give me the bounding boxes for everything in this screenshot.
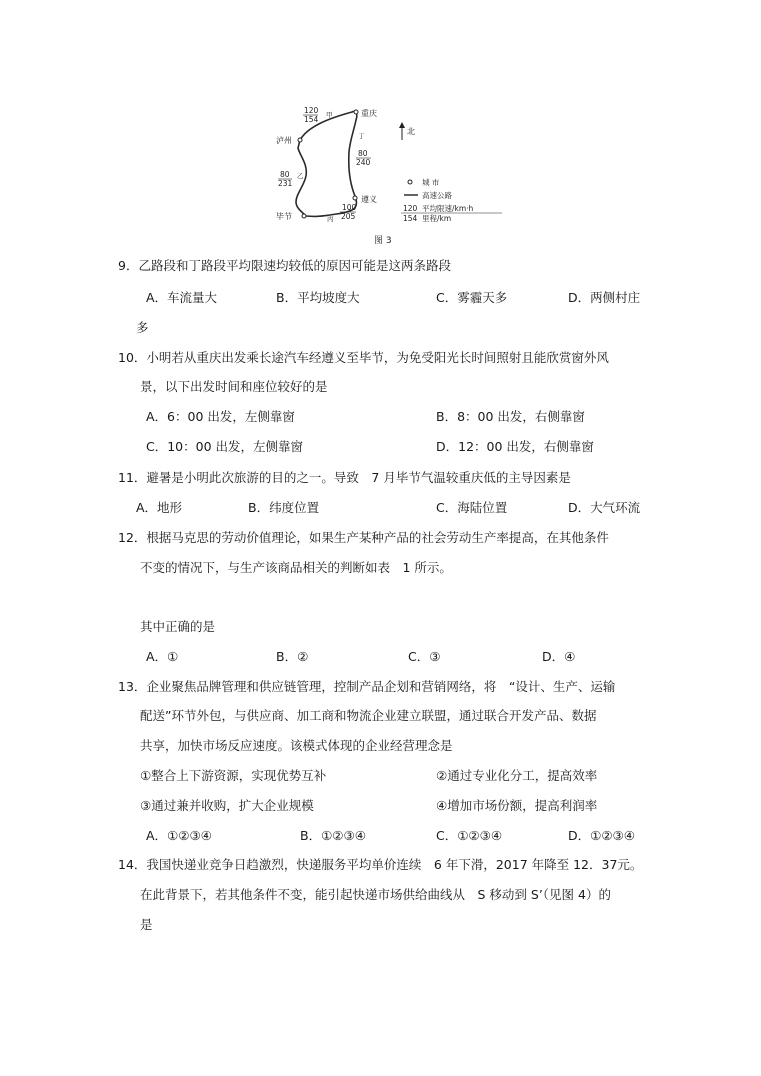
legend-highway-label: 高速公路 bbox=[422, 191, 452, 200]
city-dot-zunyi bbox=[353, 196, 357, 200]
q12-stem-line2: 不变的情况下，与生产该商品相关的判断如表 1 所示。 bbox=[140, 560, 452, 575]
q10-option-d: D．12：00 出发，右侧靠窗 bbox=[436, 439, 594, 454]
segment-yi-length: 231 bbox=[278, 179, 293, 188]
q13-option-a: A．①②③④ bbox=[146, 828, 212, 843]
q10-stem-line2: 景，以下出发时间和座位较好的是 bbox=[140, 379, 328, 394]
segment-jia-name: 甲 bbox=[326, 111, 333, 119]
q14-stem-line3: 是 bbox=[140, 917, 153, 932]
q14-stem-line1: 14．我国快递业竞争日趋激烈，快递服务平均单价连续 6 年下滑，2017 年降至 12．37元。 bbox=[118, 857, 643, 872]
segment-bing-name: 丙 bbox=[327, 215, 334, 223]
q11-option-b: B．纬度位置 bbox=[248, 500, 320, 515]
q9-stem: 9．乙路段和丁路段平均限速均较低的原因可能是这两条路段 bbox=[118, 258, 451, 273]
q10-option-a: A．6：00 出发，左侧靠窗 bbox=[146, 409, 295, 424]
q9-option-d: D．两侧村庄 bbox=[568, 290, 641, 305]
q9-option-b: B．平均坡度大 bbox=[276, 290, 360, 305]
q11-option-a: A．地形 bbox=[136, 500, 183, 515]
north-label: 北 bbox=[407, 127, 415, 136]
q13-stem-line1: 13．企业聚焦品牌管理和供应链管理，控制产品企划和营销网络，将 “设计、生产、运输 bbox=[118, 679, 616, 694]
segment-yi-speed: 80 bbox=[280, 170, 290, 179]
q13-stem-line2: 配送”环节外包，与供应商、加工商和物流企业建立联盟，通过联合开发产品、数据 bbox=[140, 708, 597, 723]
q13-item-2: ②通过专业化分工，提高效率 bbox=[436, 768, 598, 783]
q14-stem-line2: 在此背景下，若其他条件不变，能引起快递市场供给曲线从 S 移动到 S’（见图 4）的 bbox=[140, 887, 611, 902]
q12-option-a: A．① bbox=[146, 649, 179, 664]
q13-item-3: ③通过兼并收购，扩大企业规模 bbox=[140, 798, 314, 813]
q12-stem-line1: 12．根据马克思的劳动价值理论，如果生产某种产品的社会劳动生产率提高，在其他条件 bbox=[118, 530, 609, 545]
q13-option-b: B．①②③④ bbox=[300, 828, 366, 843]
segment-ding-length: 240 bbox=[356, 158, 371, 167]
city-label-chongqing: 重庆 bbox=[361, 109, 377, 118]
segment-jia-length: 154 bbox=[304, 115, 319, 124]
city-dot-chongqing bbox=[354, 110, 358, 114]
q13-option-d: D．①②③④ bbox=[568, 828, 635, 843]
legend-length-label: 里程/km bbox=[422, 214, 452, 223]
q9-option-d-wrap: 多 bbox=[136, 320, 149, 335]
legend-speed-example: 120 bbox=[403, 204, 418, 213]
highway-route-line bbox=[296, 111, 357, 216]
segment-jia-speed: 120 bbox=[304, 106, 319, 115]
q10-option-b: B．8：00 出发，右侧靠窗 bbox=[436, 409, 585, 424]
q12-option-d: D．④ bbox=[542, 649, 576, 664]
segment-yi-name: 乙 bbox=[297, 172, 304, 180]
q13-item-1: ①整合上下游资源，实现优势互补 bbox=[140, 768, 327, 783]
q9-option-c: C．雾霾天多 bbox=[436, 290, 508, 305]
q12-option-c: C．③ bbox=[408, 649, 441, 664]
city-label-luzhou: 泸州 bbox=[276, 136, 292, 145]
segment-ding-name: 丁 bbox=[358, 132, 365, 140]
segment-ding-speed: 80 bbox=[358, 149, 368, 158]
legend-length-example: 154 bbox=[403, 214, 418, 223]
q12-stem-line3: 其中正确的是 bbox=[140, 619, 216, 634]
legend-city-label: 城 市 bbox=[422, 178, 440, 187]
figure-caption: 图 3 bbox=[374, 236, 392, 246]
segment-bing-speed: 100 bbox=[342, 203, 357, 212]
q10-stem-line1: 10．小明若从重庆出发乘长途汽车经遵义至毕节，为免受阳光长时间照射且能欣赏窗外风 bbox=[118, 350, 609, 365]
q11-option-d: D．大气环流 bbox=[568, 500, 641, 515]
q9-option-a: A．车流量大 bbox=[146, 290, 218, 305]
q12-option-b: B．② bbox=[276, 649, 309, 664]
legend-city-symbol-icon bbox=[408, 180, 412, 184]
city-dot-luzhou bbox=[298, 138, 302, 142]
q10-option-c: C．10：00 出发，左侧靠窗 bbox=[146, 439, 304, 454]
city-label-bijie: 毕节 bbox=[276, 212, 292, 221]
q13-option-c: C．①②③④ bbox=[436, 828, 503, 843]
q13-item-4: ④增加市场份额，提高利润率 bbox=[436, 798, 598, 813]
q13-stem-line3: 共享，加快市场反应速度。该模式体现的企业经营理念是 bbox=[140, 738, 453, 753]
route-map-figure bbox=[270, 100, 510, 250]
q11-option-c: C．海陆位置 bbox=[436, 500, 508, 515]
segment-bing-length: 205 bbox=[341, 212, 356, 221]
city-label-zunyi: 遵义 bbox=[361, 195, 377, 204]
legend-speed-label: 平均限速/km·h bbox=[422, 204, 474, 213]
q11-stem: 11．避暑是小明此次旅游的目的之一。导致 7 月毕节气温较重庆低的主导因素是 bbox=[118, 470, 571, 485]
city-dot-bijie bbox=[302, 214, 306, 218]
north-arrowhead-icon bbox=[399, 122, 405, 128]
